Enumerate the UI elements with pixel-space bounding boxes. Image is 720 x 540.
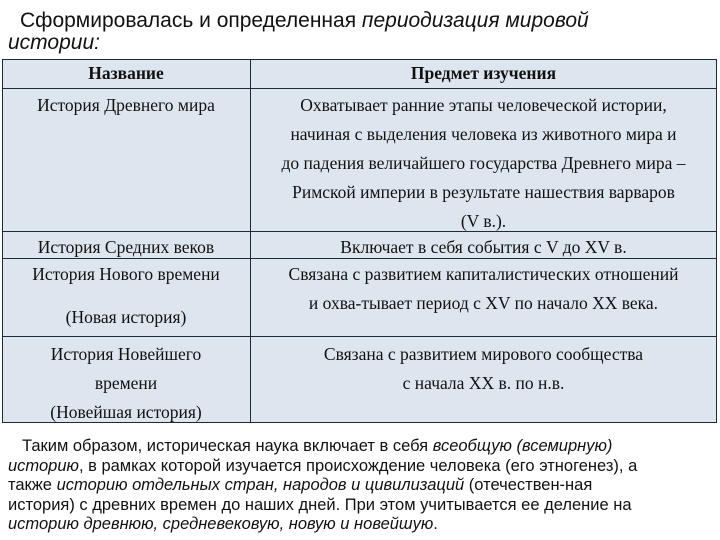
row-modern-subject: Связана с развитием капиталистических отношений и охва-тывает период с XV по начало XX века. [288,264,679,313]
row-ancient-name: История Древнего мира [37,95,215,115]
row-ancient-subject: Охватывает ранние этапы человеческой истории, начиная с выделения человека из животного мира и до падения величайшего государства Древнего мира – Римской империи в результате нашествия варваров (V в.). [281,95,686,231]
row-divider [3,88,716,89]
intro-italic: периодизация мировой [361,9,589,32]
row-divider [3,336,716,337]
row-medieval-name: История Средних веков [37,237,215,257]
row-contemporary-subject: Связана с развитием мирового сообщества с начала XX в. по н.в. [323,344,644,393]
conclusion-text: Таким образом, историческая наука включает в себя всеобщую (всемирную) историю, в рамках которой изучается происхождение человека (его этногенез), а также историю отдельных стран, народов и цивилизаций (отечествен-ная история) с древних времен до наших дней. При этом учитывается ее деление на историю древнюю, средневековую, новую и новейшую. [8,437,638,533]
periodization-table [2,59,717,423]
intro-normal: Сформировалась и определенная [20,9,362,32]
header-name: Название [88,63,164,83]
row-contemporary-name: История Новейшего времени (Новейшая история) [50,344,202,422]
intro-text [8,10,718,54]
intro-italic-2: истории: [8,31,100,54]
row-medieval-subject: Включает в себя события с V до XV в. [340,237,627,257]
row-modern-name: История Нового времени (Новая история) [32,264,220,327]
header-subject: Предмет изучения [410,63,557,83]
